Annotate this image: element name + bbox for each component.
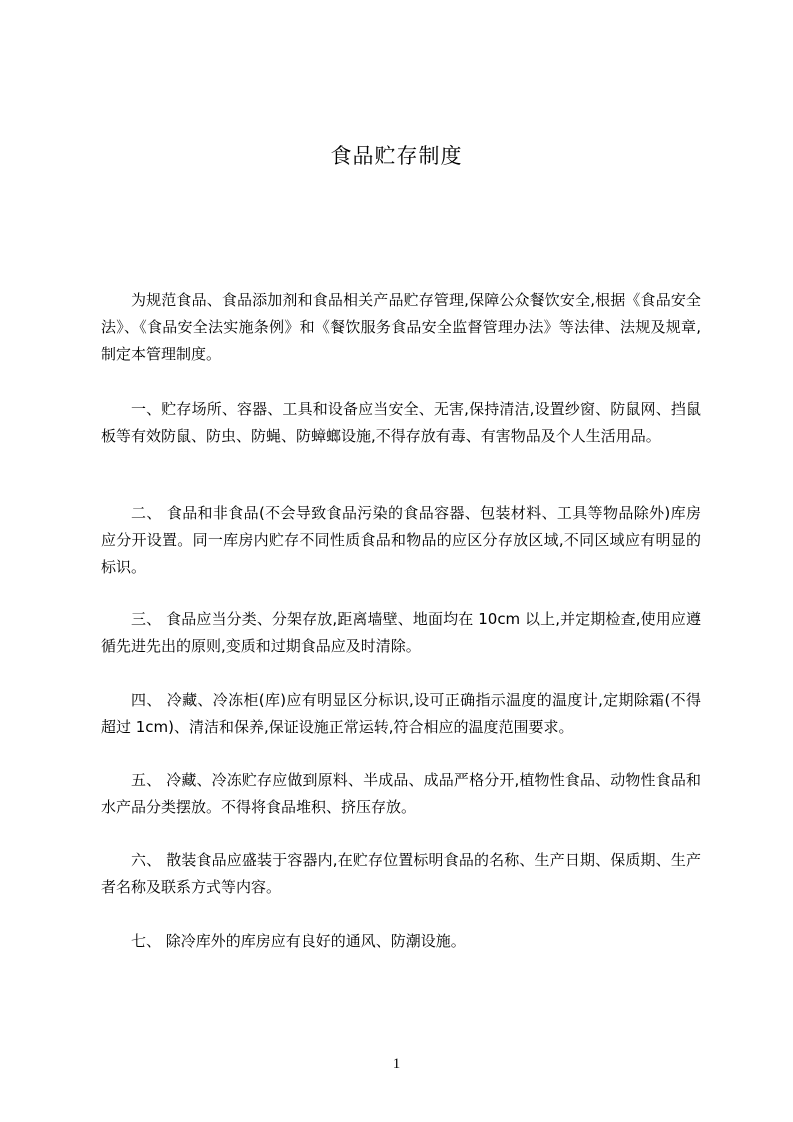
rule-paragraph-5: 五、 冷藏、冷冻贮存应做到原料、半成品、成品严格分开,植物性食品、动物性食品和水产品分类摆放。不得将食品堆积、挤压存放。: [101, 771, 701, 816]
intro-paragraph: 为规范食品、食品添加剂和食品相关产品贮存管理,保障公众餐饮安全,根据《食品安全法》、《食品安全法实施条例》和《餐饮服务食品安全监督管理办法》等法律、法规及规章,制定本管理制度。: [101, 291, 701, 363]
rule-paragraph-4: 四、 冷藏、冷冻柜(库)应有明显区分标识,设可正确指示温度的温度计,定期除霜(不得超过 1cm)、清洁和保养,保证设施正常运转,符合相应的温度范围要求。: [101, 691, 701, 736]
rule-paragraph-6: 六、 散装食品应盛装于容器内,在贮存位置标明食品的名称、生产日期、保质期、生产者名称及联系方式等内容。: [101, 851, 701, 896]
rule-paragraph-2: 二、 食品和非食品(不会导致食品污染的食品容器、包装材料、工具等物品除外)库房应分开设置。同一库房内贮存不同性质食品和物品的应区分存放区域,不同区域应有明显的标识。: [101, 504, 701, 576]
document-title: 食品贮存制度: [330, 144, 463, 168]
rule-paragraph-7: 七、 除冷库外的库房应有良好的通风、防潮设施。: [131, 932, 466, 950]
page-number: 1: [392, 1056, 401, 1072]
rule-paragraph-3: 三、 食品应当分类、分架存放,距离墙壁、地面均在 10cm 以上,并定期检查,使用应遵循先进先出的原则,变质和过期食品应及时清除。: [101, 610, 701, 655]
rule-paragraph-1: 一、贮存场所、容器、工具和设备应当安全、无害,保持清洁,设置纱窗、防鼠网、挡鼠板等有效防鼠、防虫、防蝇、防蟑螂设施,不得存放有毒、有害物品及个人生活用品。: [101, 400, 701, 445]
